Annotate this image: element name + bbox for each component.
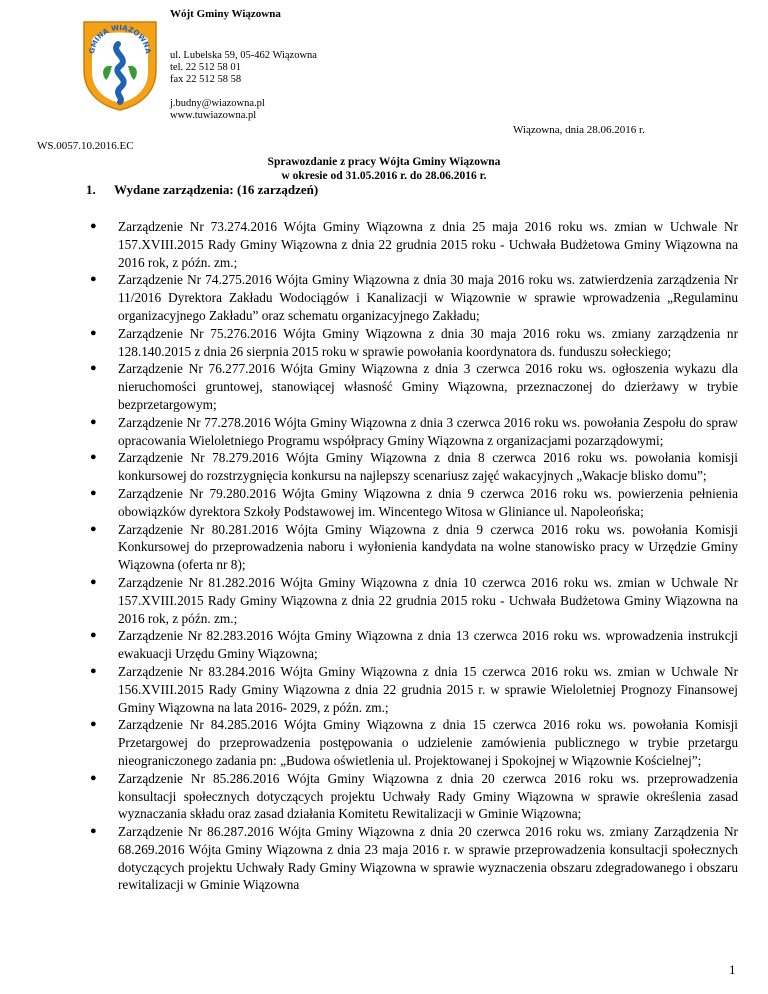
bullet-icon: ● [90, 522, 97, 535]
list-item: ● Zarządzenie Nr 80.281.2016 Wójta Gminy Wiązowna z dnia 9 czerwca 2016 roku ws. powołania Komisji Konkursowej do przeprowadzenia naboru i wyłonienia kandydata na wolne stanowisko pracy w Urzędzie Gminy Wiązowna (oferta nr 8); [90, 521, 738, 573]
bullet-icon: ● [90, 486, 97, 499]
report-period: w okresie od 31.05.2016 r. do 28.06.2016 r. [281, 170, 487, 182]
bullet-icon: ● [90, 326, 97, 339]
list-item: ● Zarządzenie Nr 81.282.2016 Wójta Gminy Wiązowna z dnia 10 czerwca 2016 roku ws. zmian w Uchwale Nr 157.XVIII.2015 Rady Gminy Wiązowna z dnia 22 grudnia 2015 roku - Uchwała Budżetowa Gminy Wiązowna na 2016 rok, z późn. zm.; [90, 574, 738, 626]
list-item: ● Zarządzenie Nr 74.275.2016 Wójta Gminy Wiązowna z dnia 30 maja 2016 roku ws. zatwierdzenia zarządzenia Nr 11/2016 Dyrektora Zakładu Wodociągów i Kanalizacji w Wiązownie w sprawie wprowadzenia „Regulaminu organizacyjnego Zakładu” oraz schematu organizacyjnego Zakładu; [90, 272, 738, 323]
report-title: Sprawozdanie z pracy Wójta Gminy Wiązowna [267, 156, 501, 168]
list-item: ● Zarządzenie Nr 84.285.2016 Wójta Gminy Wiązowna z dnia 15 czerwca 2016 roku ws. powołania Komisji Przetargowej do przeprowadzenia postępowania o udzielenie zamówienia publicznego w trybie przetargu nieograniczonego zadania pn: „Budowa oświetlenia ul. Projektowanej i Spokojnej w Wiązownie Kościelnej”; [90, 717, 738, 768]
section-number: 1. [86, 182, 96, 197]
bullet-icon: ● [90, 273, 97, 286]
bullet-icon: ● [90, 718, 97, 731]
reference-number: WS.0057.10.2016.EC [37, 140, 134, 152]
list-item: ● Zarządzenie Nr 85.286.2016 Wójta Gminy Wiązowna z dnia 20 czerwca 2016 roku ws. przeprowadzenia konsultacji społecznych dotyczących projektu Uchwały Rady Gminy Wiązowna w sprawie określenia zasad wyznaczania składu oraz zasad działania Komitetu Rewitalizacji w Gminie Wiązowna; [90, 770, 738, 822]
bullet-icon: ● [90, 825, 97, 838]
list-item: ● Zarządzenie Nr 79.280.2016 Wójta Gminy Wiązowna z dnia 9 czerwca 2016 roku ws. powierzenia pełnienia obowiązków dyrektora Szkoły Podstawowej im. Wincentego Witosa w Gliniance ul. Napoleońska; [90, 485, 738, 519]
bullet-icon: ● [90, 415, 97, 428]
page-number: 1 [729, 962, 736, 977]
office-title: Wójt Gminy Wiązowna [170, 8, 281, 20]
office-fax: fax 22 512 58 58 [170, 74, 242, 85]
bullet-icon: ● [90, 629, 97, 642]
place-and-date: Wiązowna, dnia 28.06.2016 r. [513, 124, 645, 136]
office-website: www.tuwiazowna.pl [170, 110, 257, 121]
bullet-icon: ● [90, 451, 97, 464]
section-title: Wydane zarządzenia: (16 zarządzeń) [114, 182, 319, 197]
bullet-icon: ● [90, 664, 97, 677]
emblem-text: GMINA WIĄZOWNA [87, 22, 153, 55]
office-address: ul. Lubelska 59, 05-462 Wiązowna [170, 50, 317, 61]
bullet-icon: ● [90, 575, 97, 588]
list-item: ● Zarządzenie Nr 73.274.2016 Wójta Gminy Wiązowna z dnia 25 maja 2016 roku ws. zmian w Uchwale Nr 157.XVIII.2015 Rady Gminy Wiązowna z dnia 22 grudnia 2015 roku - Uchwała Budżetowa Gminy Wiązowna na 2016 rok, z późn. zm.; [90, 219, 738, 270]
list-item: ● Zarządzenie Nr 76.277.2016 Wójta Gminy Wiązowna z dnia 3 czerwca 2016 roku ws. ogłoszenia wykazu dla nieruchomości gruntowej, stanowiącej własność Gminy Wiązowna, przeznaczonej do dzierżawy w trybie bezprzetargowym; [90, 361, 738, 412]
municipality-coat-of-arms [80, 16, 160, 112]
section-heading [86, 182, 318, 198]
bullet-icon: ● [90, 771, 97, 784]
bullet-icon: ● [90, 220, 97, 232]
ordinance-list [86, 218, 738, 894]
list-item: ● Zarządzenie Nr 77.278.2016 Wójta Gminy Wiązowna z dnia 3 czerwca 2016 roku ws. powołania Zespołu do spraw opracowania Wieloletniego Programu współpracy Gminy Wiązowna z organizacjami pozarządowymi; [90, 414, 738, 448]
bullet-icon: ● [90, 362, 97, 375]
list-item: ● Zarządzenie Nr 82.283.2016 Wójta Gminy Wiązowna z dnia 13 czerwca 2016 roku ws. wprowadzenia instrukcji ewakuacji Urzędu Gminy Wiązowna; [90, 628, 738, 662]
office-phone: tel. 22 512 58 01 [170, 62, 241, 73]
list-item: ● Zarządzenie Nr 83.284.2016 Wójta Gminy Wiązowna z dnia 15 czerwca 2016 roku ws. zmian w Uchwale Nr 156.XVIII.2015 Rady Gminy Wiązowna z dnia 22 grudnia 2015 r. w sprawie Wieloletniej Prognozy Finansowej Gminy Wiązowna na lata 2016- 2029, z późn. zm.; [90, 663, 738, 715]
list-item: ● Zarządzenie Nr 75.276.2016 Wójta Gminy Wiązowna z dnia 30 maja 2016 roku ws. zmiany zarządzenia nr 128.140.2015 z dnia 26 sierpnia 2015 roku w sprawie powołania koordynatora ds. funduszu sołeckiego; [90, 325, 738, 359]
office-email: j.budny@wiazowna.pl [170, 98, 265, 109]
list-item: ● Zarządzenie Nr 86.287.2016 Wójta Gminy Wiązowna z dnia 20 czerwca 2016 roku ws. zmiany Zarządzenia Nr 68.269.2016 Wójta Gminy Wiązowna z dnia 23 maja 2016 r. w sprawie przeprowadzenia konsultacji społecznych dotyczących projektu Uchwały Rady Gminy Wiązowna w sprawie wyznaczenia obszaru zdegradowanego i obszaru rewitalizacji w Gminie Wiązowna [90, 824, 738, 893]
list-item: ● Zarządzenie Nr 78.279.2016 Wójta Gminy Wiązowna z dnia 8 czerwca 2016 roku ws. powołania komisji konkursowej do rozstrzygnięcia konkursu na najlepszy scenariusz zajęć wakacyjnych „Wakacje blisko domu”; [90, 450, 738, 484]
